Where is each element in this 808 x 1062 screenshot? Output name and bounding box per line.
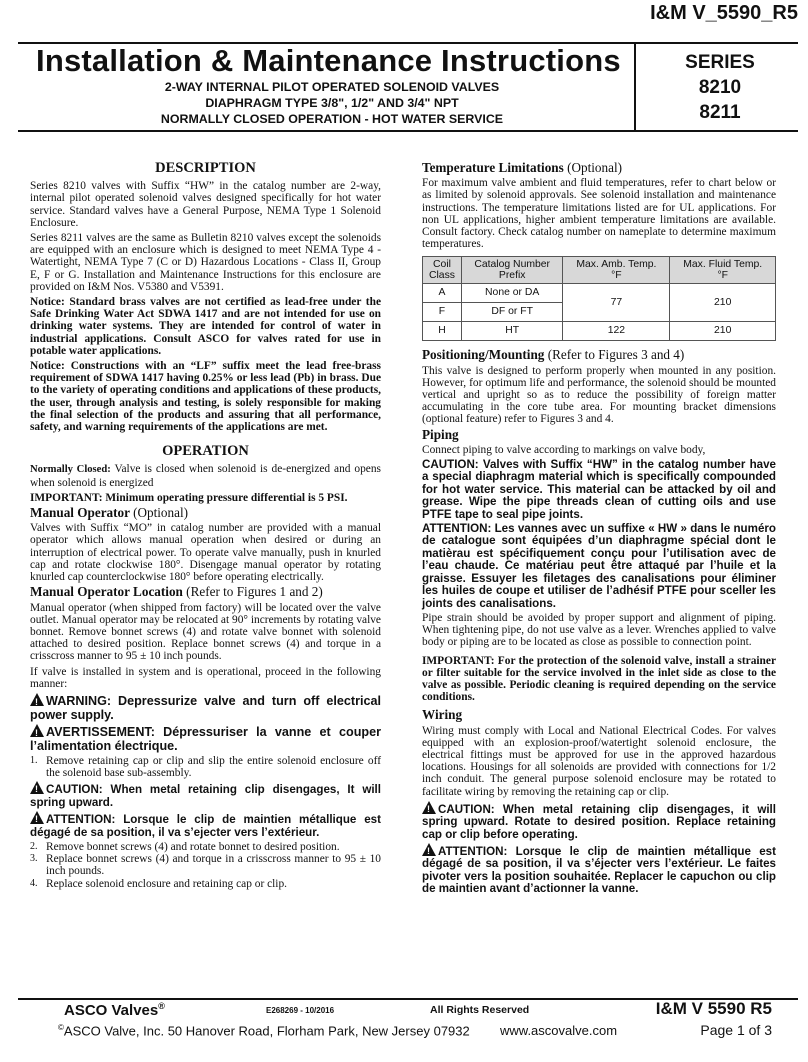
footer-doc-number: E268269 - 10/2016 bbox=[266, 1006, 335, 1015]
step-3-text: Replace bonnet screws (4) and torque in a crisscross manner to 95 ± 10 inch pounds. bbox=[46, 853, 381, 878]
caution-clip-french-text: ATTENTION: Lorsque le clip de maintien métallique est dégagé de sa position, il va s’ejecter vers l’extérieur. bbox=[30, 813, 381, 839]
warning-triangle-icon bbox=[422, 801, 436, 814]
page-title: Installation & Maintenance Instructions bbox=[36, 43, 621, 78]
footer-rights: All Rights Reserved bbox=[430, 1004, 530, 1016]
step-1 bbox=[30, 755, 381, 779]
temperature-title: Temperature Limitations bbox=[422, 160, 564, 175]
cell-coil: A bbox=[423, 284, 462, 303]
warning-triangle-icon bbox=[30, 693, 44, 706]
step-2 bbox=[30, 841, 381, 853]
subtitle-line-3: NORMALLY CLOSED OPERATION - HOT WATER SERVICE bbox=[160, 112, 504, 126]
manual-operator-note: (Optional) bbox=[133, 505, 188, 521]
subtitle-line-2: DIAPHRAGM TYPE 3/8", 1/2" AND 3/4" NPT bbox=[205, 96, 459, 110]
cell-coil: H bbox=[423, 322, 462, 341]
series-number-8210: 8210 bbox=[698, 77, 742, 98]
left-column bbox=[30, 162, 381, 890]
header-max-amb-temp: Max. Amb. Temp. °F bbox=[563, 257, 670, 284]
piping-strain-text: Pipe strain should be avoided by proper support and alignment of piping. When tightening pipe, do not use valve as a lever. Wrenches applied to valve body or piping are to be located as close as possible to connection point. bbox=[422, 611, 776, 649]
step-4-text: Replace solenoid enclosure and retaining cap or clip. bbox=[46, 877, 288, 890]
cell-prefix: None or DA bbox=[461, 284, 562, 303]
positioning-heading bbox=[422, 349, 776, 361]
step-2-text: Remove bonnet screws (4) and rotate bonnet to desired position. bbox=[46, 840, 340, 853]
footer-page-number: Page 1 of 3 bbox=[700, 1022, 772, 1038]
positioning-title: Positioning/Mounting bbox=[422, 347, 545, 363]
wiring-heading: Wiring bbox=[422, 707, 463, 723]
document-code: I&M V_5590_R5 bbox=[650, 2, 798, 24]
series-label: SERIES bbox=[685, 52, 755, 73]
footer-code: I&M V 5590 R5 bbox=[655, 999, 772, 1018]
piping-caution-english: CAUTION: Valves with Suffix “HW” in the catalog number have a special diaphragm material which is specifically compounded for hot water service. This material can be attacked by oil and grease. Wipe the pipe threads clean of cutting oils and use PTFE tape to seal pipe joints. bbox=[422, 458, 776, 521]
manual-operator-location-heading bbox=[30, 586, 381, 598]
right-column bbox=[422, 160, 776, 898]
caution-clip-english bbox=[30, 781, 381, 809]
footer-brand: ASCO Valves® bbox=[64, 1001, 165, 1019]
steps-list-a bbox=[30, 755, 381, 779]
warning-english-text: WARNING: Depressurize valve and turn off electrical power supply. bbox=[30, 693, 381, 722]
step-number: 1. bbox=[30, 754, 38, 766]
caution-clip-french bbox=[30, 811, 381, 839]
table-row bbox=[423, 322, 776, 341]
cell-fluid-merged: 210 bbox=[670, 284, 776, 322]
cell-amb-merged: 77 bbox=[563, 284, 670, 322]
description-heading: DESCRIPTION bbox=[155, 160, 256, 176]
normally-closed-text bbox=[30, 463, 381, 488]
positioning-text: This valve is designed to perform properly when mounted in any position. However, for optimum life and performance, the solenoid should be mounted vertical and upright so as to reduce the possibility of foreign matter accumulating in the core tube area. For mounting bracket dimensions (optional feature) refer to Figures 3 and 4. bbox=[422, 364, 776, 426]
step-1-text: Remove retaining cap or clip and slip the entire solenoid enclosure off the solenoid base sub-assembly. bbox=[46, 754, 381, 780]
series-number-8211: 8211 bbox=[699, 102, 741, 123]
temperature-table bbox=[422, 256, 776, 341]
manual-operator-location-p2: If valve is installed in system and is operational, proceed in the following manner: bbox=[30, 665, 381, 690]
temperature-note: (Optional) bbox=[567, 160, 622, 175]
table-row bbox=[423, 284, 776, 303]
footer-website[interactable]: www.ascovalve.com bbox=[500, 1023, 618, 1038]
manual-operator-location-note: (Refer to Figures 1 and 2) bbox=[186, 584, 323, 600]
step-number: 2. bbox=[30, 840, 38, 852]
normally-closed-description: Valve is closed when solenoid is de-energized and opens when solenoid is energized bbox=[30, 463, 381, 489]
warning-triangle-icon bbox=[30, 781, 44, 794]
operation-heading: OPERATION bbox=[162, 443, 249, 460]
wiring-text: Wiring must comply with Local and National Electrical Codes. For valves equipped with an explosion-proof/watertight solenoid enclosure, the electrical fittings must be approved for use in the approved hazardous locations. Housings for all solenoids are provided with connections for 1/2 inch conduit. The general purpose solenoid enclosure may be rotated to facilitate wiring by removing the retaining cap or clip. bbox=[422, 724, 776, 798]
manual-operator-location-title: Manual Operator Location bbox=[30, 584, 183, 600]
lead-free-notice: Notice: Standard brass valves are not certified as lead-free under the Safe Drinking Water Act SDWA 1417 and are not intended for use on drinking water systems. They are intended for control of water in industrial applications. Consult ASCO for valves rated for use in potable water applications. bbox=[30, 296, 381, 357]
min-pressure-important: IMPORTANT: Minimum operating pressure differential is 5 PSI. bbox=[30, 491, 348, 504]
step-4 bbox=[30, 878, 381, 890]
step-number: 4. bbox=[30, 877, 38, 889]
subtitle-line-1: 2-WAY INTERNAL PILOT OPERATED SOLENOID VALVES bbox=[164, 80, 500, 94]
temperature-text: For maximum valve ambient and fluid temperatures, refer to chart below or as limited by solenoid approvals. See solenoid installation and maintenance instructions. The temperature limitations listed are for UL applications. For non UL applications, higher ambient temperature limitations are available. Consult factory. Check catalog number on nameplate to determine maximum temperatures. bbox=[422, 177, 776, 251]
normally-closed-label: Normally Closed: bbox=[30, 464, 111, 476]
header-catalog-prefix: Catalog Number Prefix bbox=[461, 257, 562, 284]
positioning-note: (Refer to Figures 3 and 4) bbox=[547, 347, 685, 363]
warning-triangle-icon bbox=[30, 811, 44, 824]
header-coil-class: Coil Class bbox=[423, 257, 462, 284]
warning-triangle-icon bbox=[30, 724, 44, 737]
manual-operator-title: Manual Operator bbox=[30, 505, 130, 521]
table-header-row bbox=[423, 257, 776, 284]
header-max-fluid-temp: Max. Fluid Temp. °F bbox=[670, 257, 776, 284]
piping-heading: Piping bbox=[422, 426, 459, 442]
step-3 bbox=[30, 853, 381, 877]
warning-french bbox=[30, 724, 381, 753]
cell-amb: 122 bbox=[563, 322, 670, 341]
warning-english bbox=[30, 693, 381, 722]
caution-clip-english-text: CAUTION: When metal retaining clip disengages, It will spring upward. bbox=[30, 783, 381, 809]
header-bottom-rule bbox=[18, 130, 798, 132]
manual-operator-text: Valves with Suffix “MO” in catalog number are provided with a manual operator which allows manual operation when desired or during an interruption of electrical power. To operate valve manually, push in knurled cap and rotate clockwise 180°. Disengage manual operator by rotating knurled cap counterclockwise 180° before operating electrically. bbox=[30, 522, 381, 584]
wiring-caution-french-text: ATTENTION: Lorsque le clip de maintien métallique est dégagé de sa position, il va s’éjecter vers l’extérieur. Le faites pivoter vers la position souhaitée. Replacer le capuchon ou clip de maintien avant d’actionner la vanne. bbox=[422, 844, 776, 896]
temperature-heading bbox=[422, 162, 776, 174]
manual-operator-heading bbox=[30, 507, 381, 519]
wiring-caution-french bbox=[422, 843, 776, 896]
lf-suffix-notice: Notice: Constructions with an “LF” suffix meet the lead free-brass requirement of SDWA 1417 having 0.25% or less lead (Pb) in brass. Due to the variety of operating conditions and applications of these products, the user, through analysis and testing, is solely responsible for making the final selection of the products and assuring that all performance, safety, and warning requirements of the applications are met. bbox=[30, 360, 381, 434]
description-paragraph-1: Series 8210 valves with Suffix “HW” in the catalog number are 2-way, internal pilot operated solenoid valves designed specifically for hot water service. Standard valves have a General Purpose, NEMA Type 1 Solenoid Enclosure. bbox=[30, 180, 381, 229]
piping-important: IMPORTANT: For the protection of the solenoid valve, install a strainer or filter suitable for the service involved in the inlet side as close to the valve as possible. Periodic cleaning is required depending on the service conditions. bbox=[422, 654, 776, 704]
piping-caution-french: ATTENTION: Les vannes avec un suffixe « HW » dans le numéro de catalogue sont équipées d’un diaphragme spécial dont le matièrau est spécifiquement conçu pour l’utilisation avec de l’eau chaude. Ce matériau peut être attaqué par l’huile et la graisse. Essuyer les filetages des canalisations pour éliminer les huiles de coupe et utiliser de l’adhésif PTFE pour sceller les joints des canalisations. bbox=[422, 522, 776, 610]
piping-text: Connect piping to valve according to markings on valve body, bbox=[422, 443, 706, 456]
manual-operator-location-p1: Manual operator (when shipped from factory) will be located over the valve outlet. Manual operator may be relocated at 90° increments by rotating valve bonnet. Remove bonnet screws (4) and rotate valve bonnet with solenoid attached to desired position. Replace bonnet screws (4) and torque in a crisscross manner to 95 ± 10 inch pounds. bbox=[30, 601, 381, 663]
footer-address: ©ASCO Valve, Inc. 50 Hanover Road, Florham Park, New Jersey 07932 bbox=[58, 1023, 470, 1039]
description-paragraph-2: Series 8211 valves are the same as Bulletin 8210 valves except the solenoids are equipped with an enclosure which is designed to meet NEMA Type 4 - Watertight, NEMA Type 7 (C or D) Hazardous Locations - Class II, Group E, F or G. Installation and Maintenance Instructions for this enclosure are provided on I&M Nos. V5380 and V5391. bbox=[30, 232, 381, 293]
wiring-caution-english-text: CAUTION: When metal retaining clip disengages, it will spring upward. Rotate to desired position. Replace retaining cap or clip before operating. bbox=[422, 802, 776, 841]
wiring-caution-english bbox=[422, 801, 776, 841]
cell-fluid: 210 bbox=[670, 322, 776, 341]
steps-list-b bbox=[30, 841, 381, 890]
step-number: 3. bbox=[30, 853, 38, 865]
cell-coil: F bbox=[423, 303, 462, 322]
cell-prefix: DF or FT bbox=[461, 303, 562, 322]
cell-prefix: HT bbox=[461, 322, 562, 341]
warning-french-text: AVERTISSEMENT: Dépressuriser la vanne et couper l’alimentation électrique. bbox=[30, 724, 381, 753]
warning-triangle-icon bbox=[422, 843, 436, 856]
